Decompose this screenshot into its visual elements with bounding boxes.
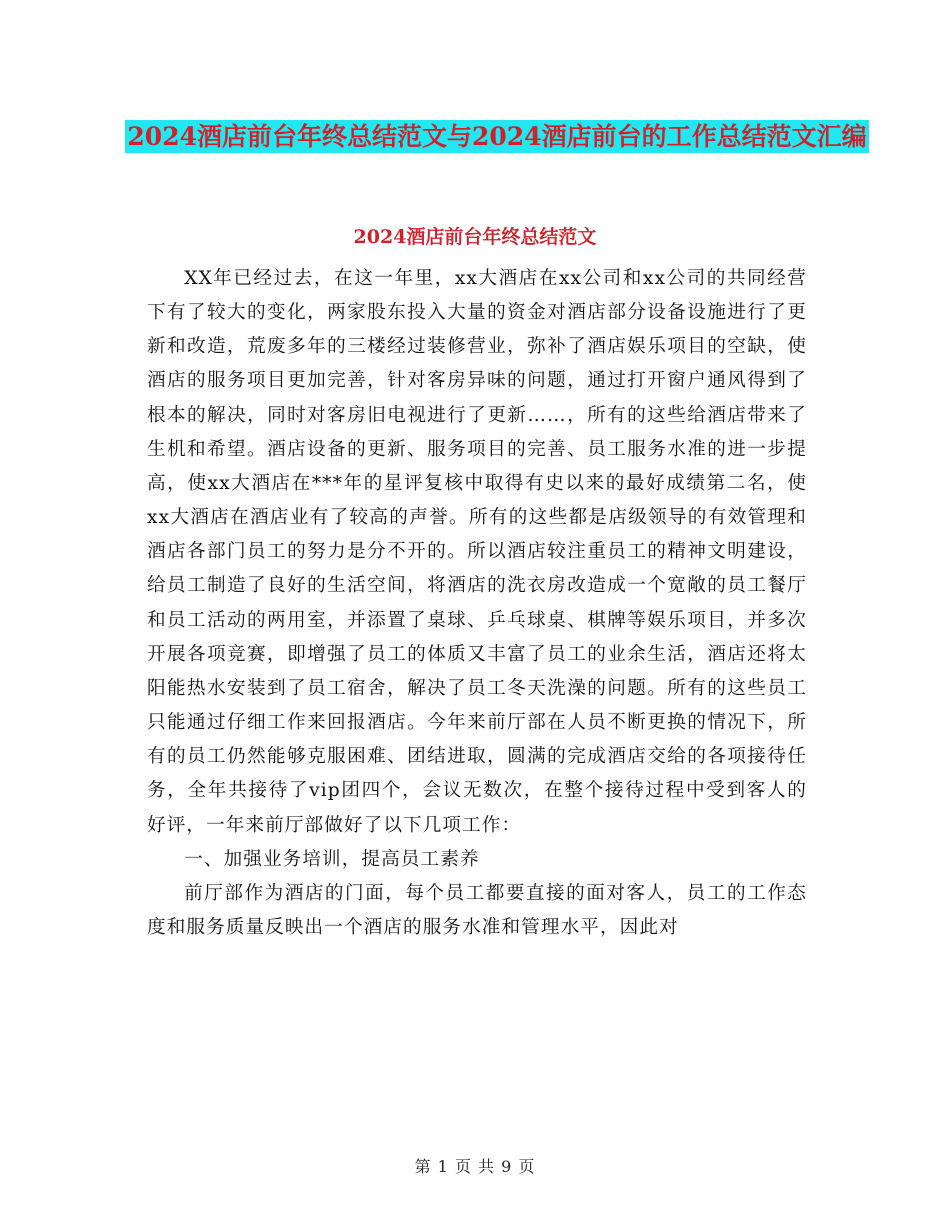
section-heading: 一、加强业务培训，提高员工素养 [184, 848, 480, 870]
document-title [120, 110, 874, 163]
document-body [147, 262, 807, 945]
body-paragraph: XX年已经过去，在这一年里，xx大酒店在xx公司和xx公司的共同经营下有了较大的变化，两家股东投入大量的资金对酒店部分设备设施进行了更新和改造，荒废多年的三楼经过装修营业，弥补了酒店娱乐项目的空缺，使酒店的服务项目更加完善，针对客房异味的问题，通过打开窗户通风得到了根本的解决，同时对客房旧电视进行了更新……，所有的这些给酒店带来了生机和希望。酒店设备的更新、服务项目的完善、员工服务水准的进一步提高，使xx大酒店在***年的星评复核中取得有史以来的最好成绩第二名，使xx大酒店在酒店业有了较高的声誉。所有的这些都是店级领导的有效管理和酒店各部门员工的努力是分不开的。所以酒店较注重员工的精神文明建设，给员工制造了良好的生活空间，将酒店的洗衣房改造成一个宽敞的员工餐厅和员工活动的两用室，并添置了桌球、乒乓球桌、棋牌等娱乐项目，并多次开展各项竞赛，即增强了员工的体质又丰富了员工的业余生活，酒店还将太阳能热水安装到了员工宿舍，解决了员工冬天洗澡的问题。所有的这些员工只能通过仔细工作来回报酒店。今年来前厅部在人员不断更换的情况下，所有的员工仍然能够克服困难、团结进取，圆满的完成酒店交给的各项接待任务，全年共接待了vip团四个，会议无数次，在整个接待过程中受到客人的好评，一年来前厅部做好了以下几项工作： [147, 268, 807, 836]
document-title-text: 2024酒店前台年终总结范文与2024酒店前台的工作总结范文汇编 [127, 122, 867, 151]
page-number-footer: 第 1 页 共 9 页 [414, 1157, 536, 1176]
body-paragraph: 前厅部作为酒店的门面，每个员工都要直接的面对客人，员工的工作态度和服务质量反映出一个酒店的服务水准和管理水平，因此对 [147, 882, 807, 938]
section-title: 2024酒店前台年终总结范文 [353, 226, 597, 248]
